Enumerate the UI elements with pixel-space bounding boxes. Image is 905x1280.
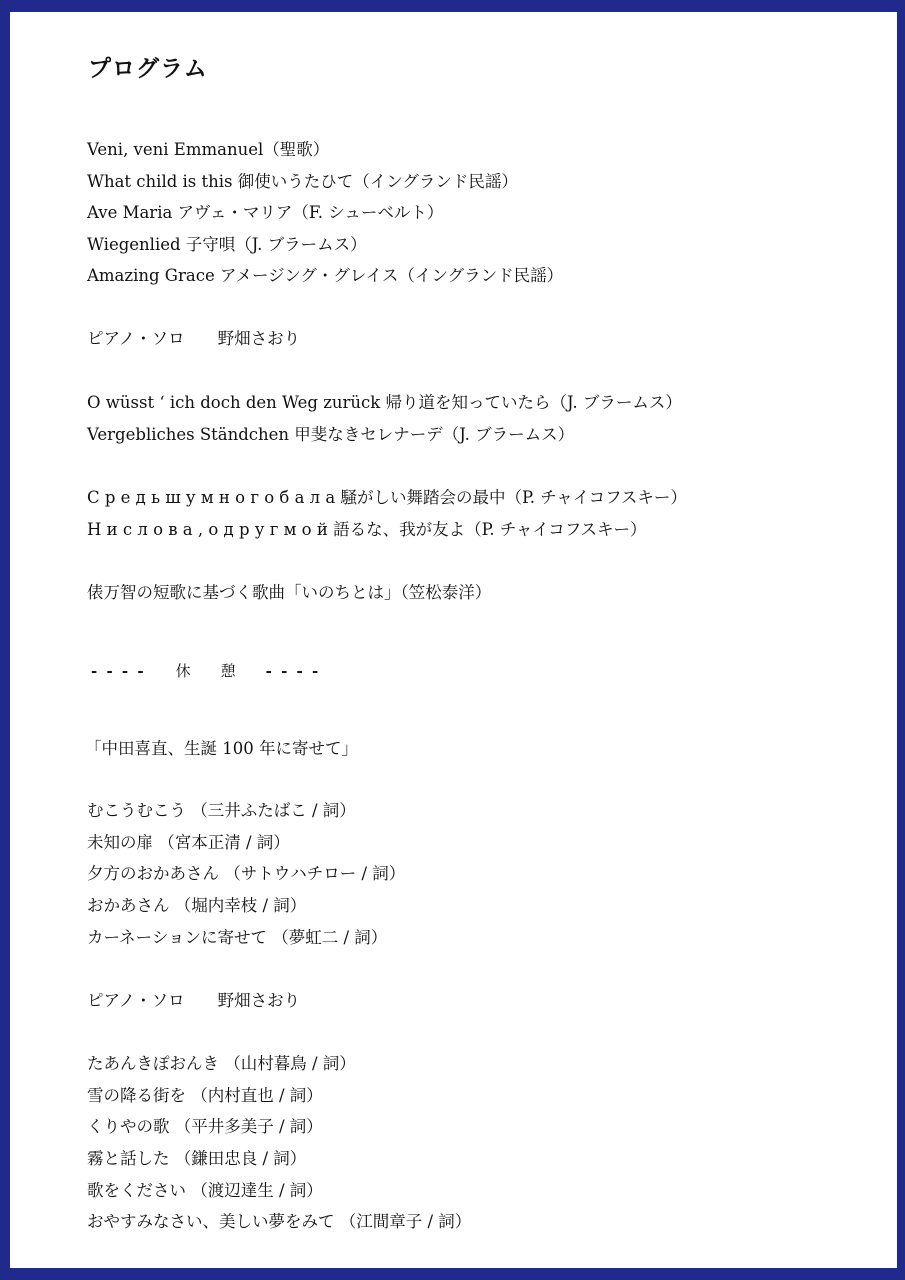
piano-solo-line: ピアノ・ソロ 野畑さおり: [87, 991, 301, 1010]
section-heading: 「中田喜直、生誕 100 年に寄せて」: [85, 739, 358, 758]
program-item: むこうむこう （三井ふたばこ / 詞）: [87, 801, 356, 820]
intermission-line: [91, 660, 320, 682]
program-item: おやすみなさい、美しい夢をみて （江間章子 / 詞）: [87, 1212, 472, 1231]
program-item: 夕方のおかあさん （サトウハチロー / 詞）: [87, 864, 406, 883]
program-item: たあんきぽおんき （山村暮鳥 / 詞）: [87, 1054, 356, 1073]
program-title: プログラム: [88, 55, 208, 82]
program-item: 俵万智の短歌に基づく歌曲「いのちとは」（笠松泰洋）: [87, 583, 492, 602]
intermission-dash-right: - - - -: [265, 662, 321, 680]
program-item: С р е д ь ш у м н о г о б а л а 騒がしい舞踏会の最中（P. チャイコフスキー）: [87, 488, 687, 507]
intermission-dash-left: - - - -: [91, 662, 146, 680]
program-item: Н и с л о в а , о д р у г м о й 語るな、我が友よ（P. チャイコフスキー）: [87, 520, 647, 539]
program-item: おかあさん （堀内幸枝 / 詞）: [87, 896, 307, 915]
program-item: What child is this 御使いうたひて（イングランド民謡）: [87, 172, 518, 191]
program-item: 未知の扉 （宮本正清 / 詞）: [87, 833, 290, 852]
piano-solo-line: ピアノ・ソロ 野畑さおり: [87, 329, 301, 348]
program-item: Veni, veni Emmanuel（聖歌）: [87, 140, 330, 159]
program-item: Vergebliches Ständchen 甲斐なきセレナーデ（J. ブラームス）: [87, 425, 575, 444]
program-item: Amazing Grace アメージング・グレイス（イングランド民謡）: [87, 266, 564, 285]
program-page: [10, 12, 897, 1268]
program-item: 歌をください （渡辺達生 / 詞）: [87, 1181, 323, 1200]
program-item: Wiegenlied 子守唄（J. ブラームス）: [87, 235, 367, 254]
program-item: 霧と話した （鎌田忠良 / 詞）: [87, 1149, 307, 1168]
program-item: カーネーションに寄せて （夢虹二 / 詞）: [87, 928, 388, 947]
program-item: O wüsst ‘ ich doch den Weg zurück 帰り道を知っていたら（J. ブラームス）: [87, 393, 682, 412]
intermission-label: 休 憩: [175, 662, 236, 680]
program-item: くりやの歌 （平井多美子 / 詞）: [87, 1117, 323, 1136]
program-item: Ave Maria アヴェ・マリア（F. シューベルト）: [87, 203, 444, 222]
program-item: 雪の降る街を （内村直也 / 詞）: [87, 1086, 323, 1105]
